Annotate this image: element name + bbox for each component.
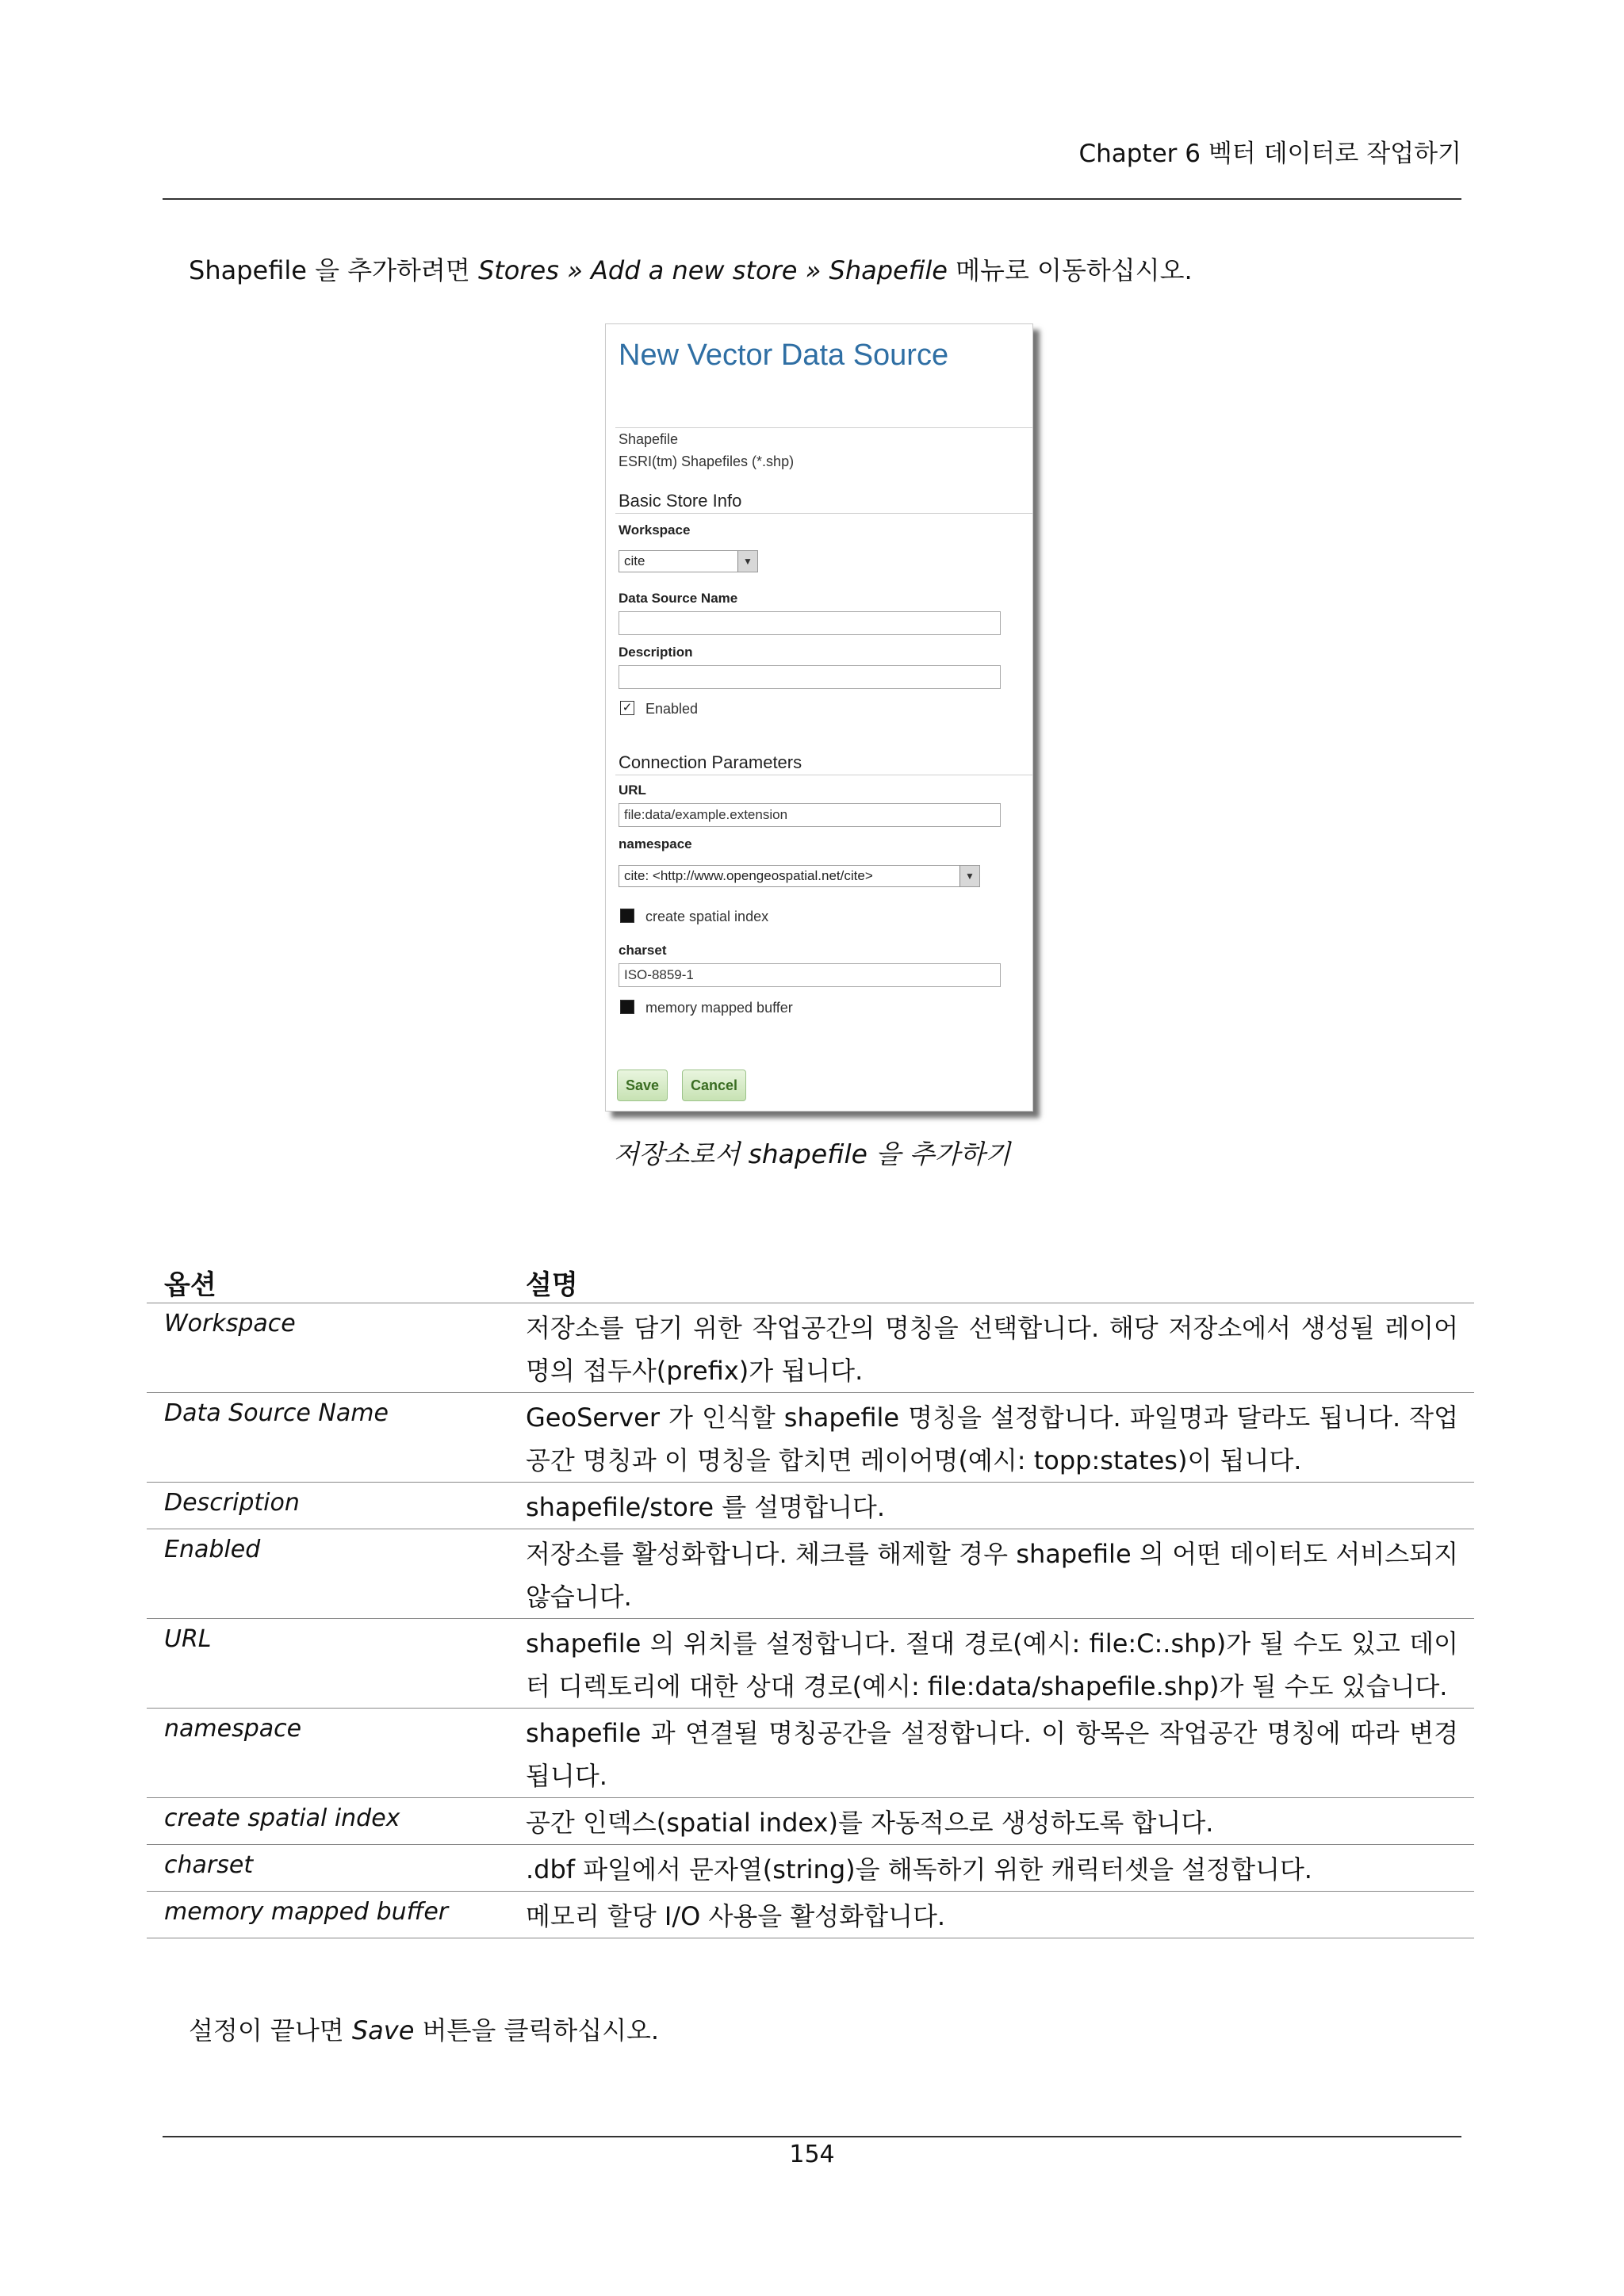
option-description: shapefile/store 를 설명합니다. (526, 1492, 886, 1522)
intro-prefix: Shapefile 을 추가하려면 (189, 255, 478, 285)
options-table (147, 1257, 1474, 1938)
option-description: 메모리 할당 I/O 사용을 활성화합니다. (526, 1901, 946, 1931)
cancel-button[interactable]: Cancel (682, 1070, 746, 1101)
header-option: 옵션 (164, 1269, 216, 1301)
memory-mapped-buffer-checkbox[interactable] (620, 1000, 634, 1014)
enabled-label: Enabled (645, 701, 699, 717)
page-number: 154 (789, 2141, 835, 2168)
screenshot-figure (605, 323, 1033, 1112)
header-rule (163, 198, 1461, 200)
workspace-value: cite (624, 553, 645, 568)
namespace-select[interactable] (619, 865, 980, 887)
table-row (147, 1392, 1474, 1482)
option-name: Enabled (164, 1536, 261, 1563)
intro-suffix: 메뉴로 이동하십시오. (947, 255, 1193, 285)
namespace-value: cite: <http://www.opengeospatial.net/cite> (624, 868, 873, 883)
intro-menu-path: Stores » Add a new store » Shapefile (477, 255, 948, 285)
title-divider (615, 427, 1032, 428)
data-source-name-label: Data Source Name (619, 591, 738, 606)
table-row (147, 1797, 1474, 1844)
data-source-name-input[interactable] (619, 611, 1001, 635)
table-row (147, 1529, 1474, 1618)
table-row (147, 1303, 1474, 1392)
url-label: URL (619, 783, 646, 798)
option-name: Description (164, 1489, 300, 1517)
description-label: Description (619, 645, 693, 660)
chapter-header: Chapter 6 벡터 데이터로 작업하기 (1078, 140, 1461, 168)
create-spatial-index-checkbox[interactable] (620, 909, 634, 923)
option-name: Workspace (164, 1310, 296, 1337)
charset-label: charset (619, 943, 667, 958)
option-description: .dbf 파일에서 문자열(string)을 해독하기 위한 캐릭터셋을 설정합니다. (526, 1854, 1312, 1885)
outro-prefix: 설정이 끝나면 (189, 2015, 352, 2045)
option-name: Data Source Name (164, 1399, 389, 1427)
save-button[interactable]: Save (617, 1070, 668, 1101)
option-description: shapefile 과 연결될 명칭공간을 설정합니다. 이 항목은 작업공간 명칭에 따라 변경됩니다. (526, 1718, 1458, 1791)
workspace-select[interactable] (619, 550, 758, 572)
table-row (147, 1891, 1474, 1938)
header-description: 설명 (526, 1269, 578, 1301)
store-type-description: ESRI(tm) Shapefiles (*.shp) (619, 453, 795, 469)
outro-button-name: Save (351, 2015, 415, 2045)
section-divider (615, 513, 1032, 514)
description-input[interactable] (619, 665, 1001, 689)
option-name: charset (164, 1851, 254, 1879)
option-name: namespace (164, 1715, 302, 1743)
workspace-label: Workspace (619, 522, 691, 538)
footer-rule (163, 2136, 1461, 2137)
namespace-label: namespace (619, 836, 692, 851)
outro-paragraph (189, 2011, 659, 2047)
option-description: shapefile 의 위치를 설정합니다. 절대 경로(예시: file:C:.shp)가 될 수도 있고 데이터 디렉토리에 대한 상대 경로(예시: file:data/shapefile.shp)가 될 수도 있습니다. (526, 1628, 1458, 1701)
option-name: memory mapped buffer (164, 1898, 449, 1926)
charset-input[interactable]: ISO-8859-1 (619, 963, 1001, 987)
table-row (147, 1482, 1474, 1529)
basic-store-info-heading: Basic Store Info (619, 491, 742, 511)
option-description: 공간 인덱스(spatial index)를 자동적으로 생성하도록 합니다. (526, 1808, 1214, 1838)
option-name: create spatial index (164, 1804, 400, 1832)
create-spatial-index-label: create spatial index (645, 909, 769, 924)
table-row (147, 1708, 1474, 1797)
store-type: Shapefile (619, 431, 679, 447)
dropdown-arrow-icon[interactable]: ▼ (737, 551, 757, 572)
intro-paragraph (189, 251, 1193, 287)
enabled-checkbox[interactable]: ✓ (620, 701, 634, 715)
url-input[interactable]: file:data/example.extension (619, 803, 1001, 827)
option-description: GeoServer 가 인식할 shapefile 명칭을 설정합니다. 파일명과 달라도 됩니다. 작업공간 명칭과 이 명칭을 합치면 레이어명(예시: topp:states)이 됩니다. (526, 1402, 1458, 1475)
table-row (147, 1618, 1474, 1708)
form-title: New Vector Data Source (619, 339, 949, 372)
option-description: 저장소를 활성화합니다. 체크를 해제할 경우 shapefile 의 어떤 데이터도 서비스되지 않습니다. (526, 1539, 1458, 1612)
connection-parameters-heading: Connection Parameters (619, 752, 802, 772)
option-description: 저장소를 담기 위한 작업공간의 명칭을 선택합니다. 해당 저장소에서 생성될 레이어명의 접두사(prefix)가 됩니다. (526, 1313, 1458, 1386)
outro-suffix: 버튼을 클릭하십시오. (414, 2015, 660, 2045)
dropdown-arrow-icon[interactable]: ▼ (959, 866, 979, 886)
table-header (147, 1257, 1474, 1303)
table-row (147, 1844, 1474, 1891)
memory-mapped-buffer-label: memory mapped buffer (645, 1000, 793, 1016)
figure-caption: 저장소로서 shapefile 을 추가하기 (613, 1138, 1011, 1169)
option-name: URL (164, 1625, 212, 1653)
